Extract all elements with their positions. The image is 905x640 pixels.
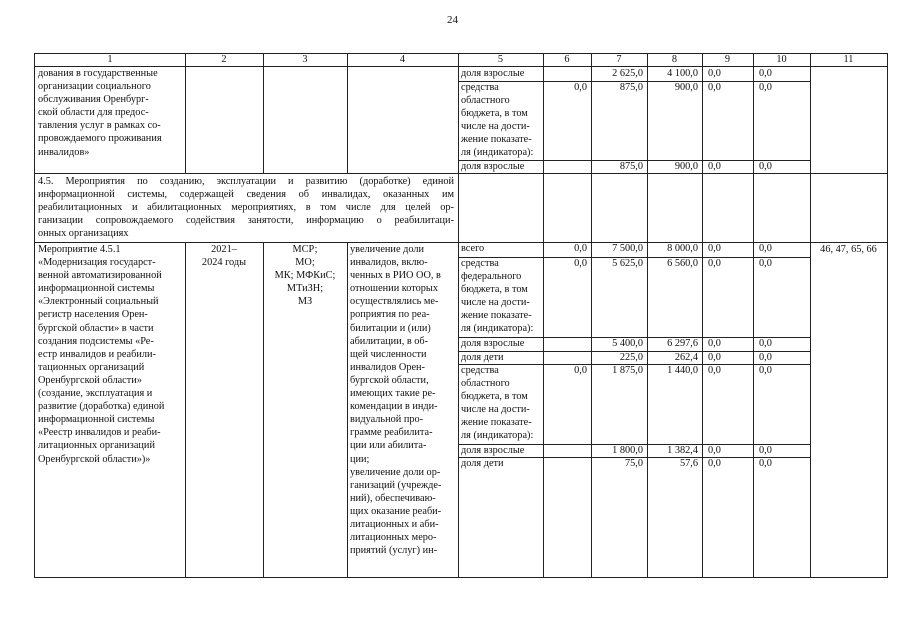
text-line: ля (индикатора): — [461, 323, 534, 335]
value-c10: 0,0 — [759, 82, 772, 93]
col-line — [347, 54, 348, 173]
executors — [263, 243, 347, 308]
indicator-label — [461, 242, 540, 255]
block-a-bottom-rule — [35, 173, 887, 174]
text-line: Оренбургской области» — [38, 374, 142, 386]
text-line: ции или абилита- — [350, 440, 427, 452]
text-line: естр инвалидов и реабили- — [38, 348, 156, 360]
indicator-label — [461, 67, 540, 80]
value-c10: 0,0 — [759, 243, 772, 254]
column-header-1: 1 — [107, 54, 113, 65]
page-number: 24 — [447, 14, 458, 26]
text-line: МЗ — [297, 296, 313, 308]
indicator-label — [461, 257, 540, 336]
value-c9: 0,0 — [708, 445, 721, 456]
text-line: «Электронный социальный — [38, 296, 159, 308]
text-line: литационных организаций — [38, 440, 155, 452]
text-line: федерального — [461, 271, 522, 283]
text-line: тационных организаций — [38, 361, 145, 373]
text-line: литационных и аби- — [350, 518, 439, 530]
text-line: 2021– — [211, 244, 237, 255]
value-c9: 0,0 — [708, 161, 721, 172]
column-header-2: 2 — [221, 54, 227, 65]
text-line: бургской области» в части — [38, 322, 154, 334]
text-line: ганизации сопровождаемого содействия занятости, информацию о реабилитаци- — [38, 215, 454, 227]
text-line: средства — [461, 365, 499, 376]
text-line: организации социального — [38, 81, 151, 93]
text-line: реабилитационных и абилитационных мероприятиях, в том числе для целей ор- — [38, 202, 454, 214]
text-line: онных организациях — [38, 228, 129, 240]
value-c8: 1 440,0 — [667, 365, 698, 376]
text-line: доля дети — [461, 352, 504, 363]
column-header-4: 4 — [399, 54, 406, 65]
text-line: всего — [461, 243, 485, 254]
text-line: бюджета, в том — [461, 108, 528, 120]
period — [185, 243, 263, 269]
value-c9: 0,0 — [708, 82, 721, 93]
value-c8: 57,6 — [679, 458, 698, 469]
text-line: билитации и (или) — [350, 322, 431, 334]
value-c9: 0,0 — [708, 365, 721, 376]
column-header-5: 5 — [497, 54, 504, 65]
indicator-label — [461, 81, 540, 160]
text-line: ченных в РИО ОО, в — [350, 270, 441, 282]
col-line — [263, 242, 264, 577]
text-line: числе на дости- — [461, 404, 530, 416]
text-line: щей численности — [350, 348, 427, 360]
value-c7: 7 500,0 — [612, 243, 643, 254]
value-c8: 900,0 — [674, 82, 698, 93]
text-line: создания подсистемы «Ре- — [38, 335, 154, 347]
indicator-label — [461, 457, 540, 470]
text-line: 4.5. Мероприятия по созданию, эксплуатации и развитию (доработке) единой — [38, 176, 454, 187]
text-line: информационной системы, содержащей сведения об инвалидах, оказанных им — [38, 189, 454, 201]
text-line: числе на дости- — [461, 121, 530, 133]
value-c10: 0,0 — [759, 458, 772, 469]
text-line: доля взрослые — [461, 68, 525, 79]
col-line — [185, 54, 186, 173]
column-header-6: 6 — [564, 54, 570, 65]
value-c8: 1 382,4 — [667, 445, 698, 456]
text-line: доля взрослые — [461, 338, 525, 349]
indicator-description — [350, 243, 456, 557]
col-line — [458, 242, 459, 577]
value-c8: 8 000,0 — [667, 243, 698, 254]
text-line: литационных меро- — [350, 532, 437, 544]
value-c9: 0,0 — [708, 258, 721, 269]
text-line: МО; — [295, 257, 315, 269]
text-line: регистр населения Орен- — [38, 309, 148, 321]
text-line: бургской области, — [350, 374, 429, 386]
value-c7: 5 400,0 — [612, 338, 643, 349]
text-line: венной автоматизированной — [38, 270, 162, 282]
value-c10: 0,0 — [759, 352, 772, 363]
text-line: приятий (услуг) ин- — [350, 545, 438, 557]
col-line — [810, 54, 811, 577]
text-line: бюджета, в том — [461, 391, 528, 403]
text-line: ции; — [350, 453, 370, 465]
value-c10: 0,0 — [759, 365, 772, 376]
block-a-name — [38, 67, 184, 159]
text-line: щих оказание реаби- — [350, 505, 442, 517]
text-line: инвалидов Орен- — [350, 361, 425, 373]
col-line — [458, 54, 459, 173]
text-line: Мероприятие 4.5.1 — [38, 244, 121, 255]
text-line: МСР; — [292, 244, 318, 255]
column-header-3: 3 — [302, 54, 308, 65]
text-line: отношении которых — [350, 283, 438, 295]
program-table — [34, 53, 888, 578]
text-line: МК; МФКиС; — [274, 270, 336, 282]
value-c10: 0,0 — [759, 258, 772, 269]
indicator-label — [461, 364, 540, 443]
value-c7: 1 875,0 — [612, 365, 643, 376]
text-line: тавления услуг в рамках со- — [38, 120, 161, 132]
text-line: средства — [461, 82, 499, 93]
block-b-name — [38, 243, 184, 466]
value-c9: 0,0 — [708, 243, 721, 254]
text-line: бюджета, в том — [461, 284, 528, 296]
col-line — [702, 54, 703, 577]
value-c9: 0,0 — [708, 338, 721, 349]
value-c7: 5 625,0 — [612, 258, 643, 269]
indicator-label — [461, 351, 540, 364]
column-header-10: 10 — [776, 54, 787, 65]
value-c6: 0,0 — [574, 258, 587, 269]
value-c7: 225,0 — [619, 352, 643, 363]
text-line: роприятия по реа- — [350, 309, 430, 321]
text-line: имеющих такие ре- — [350, 388, 436, 400]
col-line — [347, 242, 348, 577]
value-c7: 1 800,0 — [612, 445, 643, 456]
value-c7: 875,0 — [619, 161, 643, 172]
text-line: ской области для предос- — [38, 107, 149, 119]
value-c6: 0,0 — [574, 365, 587, 376]
text-line: грамме реабилита- — [350, 427, 433, 439]
value-c8: 6 560,0 — [667, 258, 698, 269]
col-line — [458, 173, 459, 242]
column-header-8: 8 — [671, 54, 678, 65]
value-c8: 900,0 — [674, 161, 698, 172]
value-c8: 4 100,0 — [667, 68, 698, 79]
text-line: (создание, эксплуатация и — [38, 388, 153, 400]
col-line — [263, 54, 264, 173]
text-line: жение показате- — [461, 134, 532, 146]
text-line: ний), обеспечиваю- — [350, 492, 436, 504]
text-line: осуществлялись ме- — [350, 296, 439, 308]
text-line: комендации в инди- — [350, 401, 438, 413]
text-line: МТиЗН; — [286, 283, 324, 295]
column-header-11: 11 — [843, 54, 854, 65]
text-line: числе на дости- — [461, 297, 530, 309]
text-line: увеличение доли ор- — [350, 466, 441, 478]
value-c10: 0,0 — [759, 445, 772, 456]
text-line: ля (индикатора): — [461, 430, 534, 442]
col-line — [647, 54, 648, 577]
indicator-label — [461, 337, 540, 350]
indicator-label — [461, 160, 540, 173]
value-c6: 0,0 — [574, 243, 587, 254]
links: 46, 47, 65, 66 — [820, 244, 877, 255]
column-header-9: 9 — [724, 54, 731, 65]
text-line: доля взрослые — [461, 445, 525, 456]
text-line: развитие (доработка) единой — [38, 401, 165, 413]
text-line: инвалидов» — [38, 146, 90, 158]
value-c7: 2 625,0 — [612, 68, 643, 79]
value-c10: 0,0 — [759, 338, 772, 349]
value-c7: 875,0 — [619, 82, 643, 93]
text-line: абилитации, в об- — [350, 335, 429, 347]
text-line: доля дети — [461, 458, 504, 469]
text-line: «Модернизация государст- — [38, 257, 156, 269]
text-line: средства — [461, 258, 499, 269]
value-c8: 6 297,6 — [667, 338, 698, 349]
column-header-7: 7 — [616, 54, 622, 65]
text-line: ля (индикатора): — [461, 147, 534, 159]
text-line: ганизаций (учрежде- — [350, 479, 442, 491]
value-c10: 0,0 — [759, 68, 772, 79]
col-line — [543, 54, 544, 577]
value-c10: 0,0 — [759, 161, 772, 172]
text-line: инвалидов, вклю- — [350, 257, 428, 269]
text-line: дования в государственные — [38, 68, 158, 79]
value-c9: 0,0 — [708, 68, 721, 79]
col-line — [591, 54, 592, 577]
text-line: доля взрослые — [461, 161, 525, 172]
value-c7: 75,0 — [624, 458, 643, 469]
col-line — [753, 54, 754, 577]
text-line: 2024 годы — [201, 257, 247, 269]
value-c9: 0,0 — [708, 352, 721, 363]
text-line: областного — [461, 378, 510, 390]
text-line: видуальной про- — [350, 414, 424, 426]
section-heading — [38, 175, 454, 240]
text-line: Оренбургской области»)» — [38, 453, 151, 465]
text-line: жение показате- — [461, 417, 532, 429]
value-c9: 0,0 — [708, 458, 721, 469]
text-line: информационной системы — [38, 283, 155, 295]
text-line: «Реестр инвалидов и реаби- — [38, 427, 161, 439]
value-c8: 262,4 — [674, 352, 698, 363]
col-line — [185, 242, 186, 577]
value-c6: 0,0 — [574, 82, 587, 93]
indicator-label — [461, 444, 540, 457]
text-line: информационной системы — [38, 414, 155, 426]
text-line: обслуживания Оренбург- — [38, 94, 149, 106]
text-line: увеличение доли — [350, 244, 424, 255]
text-line: областного — [461, 95, 510, 107]
text-line: жение показате- — [461, 310, 532, 322]
text-line: провождаемого проживания — [38, 133, 162, 145]
